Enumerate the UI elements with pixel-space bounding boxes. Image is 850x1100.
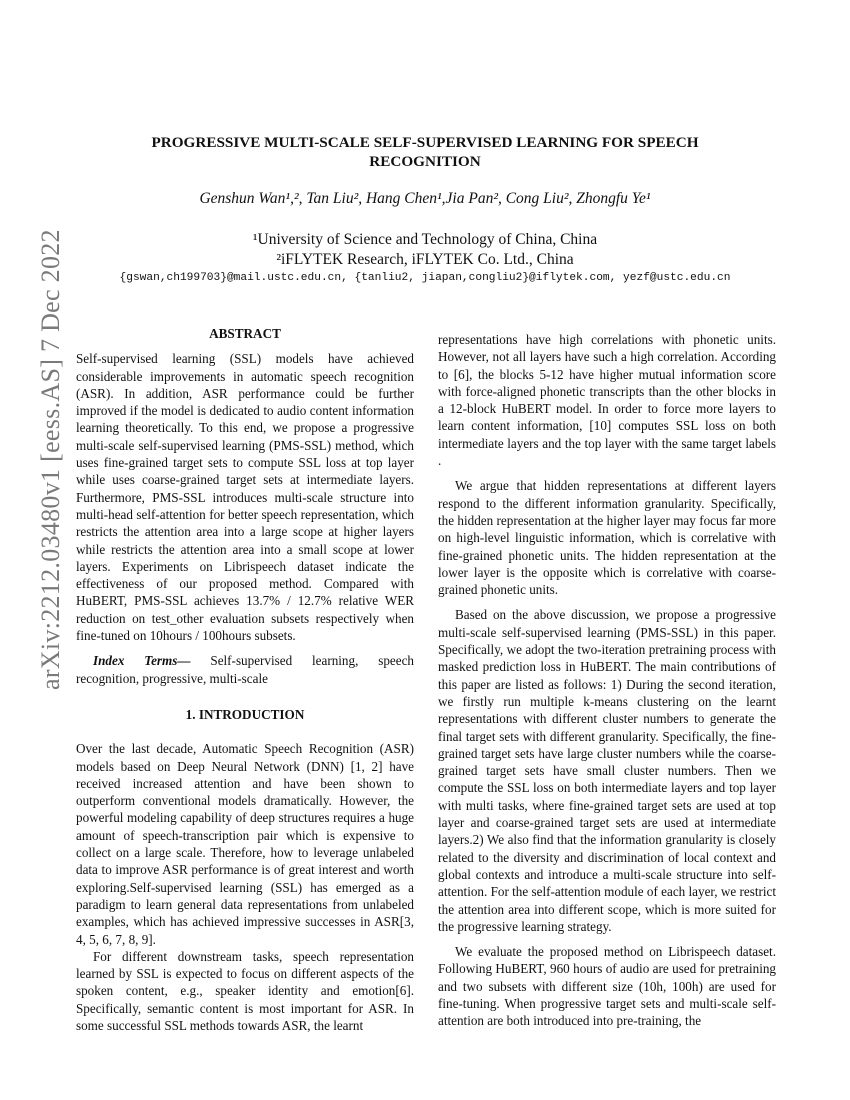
right-paragraph-1: representations have high correlations with phonetic units. However, not all layers have such a high correlation. According to [6], the blocks 5-12 have higher mutual information score with force-aligned phonetic transcripts than the other blocks in a 12-block HuBERT model. In order to force more layers to learn content information, [10] computes SSL loss on both intermediate layers and the top layer with the same target labels . (438, 332, 776, 469)
right-column (438, 331, 776, 1030)
right-paragraph-2: We argue that hidden representations at different layers respond to the different information granularity. Specifically, the hidden representation at the higher layer may focus far more on high-level linguistic information, which is correlative with fine-grained phonetic units. The hidden representation at the lower layer is the opposite which is correlative with coarse-grained phonetic units. (438, 478, 776, 598)
paper-title: PROGRESSIVE MULTI-SCALE SELF-SUPERVISED LEARNING FOR SPEECH RECOGNITION (151, 134, 699, 170)
affiliation-1: ¹University of Science and Technology of China, China (252, 231, 598, 248)
intro-paragraph-2: For different downstream tasks, speech representation learned by SSL is expected to focus on different aspects of the spoken content, e.g., speaker identity and emotion[6]. Specifically, semantic content is most important for ASR. In some successful SSL methods towards ASR, the learnt (76, 948, 414, 1033)
index-terms-text: Self-supervised learning, speech recognition, progressive, multi-scale (76, 653, 414, 686)
affiliations (100, 230, 750, 270)
abstract-heading: ABSTRACT (209, 326, 281, 341)
index-terms (76, 652, 414, 687)
introduction-heading: 1. INTRODUCTION (185, 706, 305, 722)
index-terms-label: Index Terms— (93, 653, 191, 669)
intro-paragraph-1: Over the last decade, Automatic Speech Recognition (ASR) models based on Deep Neural Network (DNN) [1, 2] have received increased attention and have been shown to outperform conventional models dramatically. However, the powerful modeling capability of deep structures requires a huge amount of speech-transcription pair which is expensive to collect on a large scale. Therefore, how to leverage unlabeled data to improve ASR performance is of great interest and worth exploring.Self-supervised learning (SSL) has emerged as a paradigm to learn general data representations from unlabeled examples, which has achieved impressive successes in ASR[3, 4, 5, 6, 7, 8, 9]. (76, 741, 414, 947)
author-emails: {gswan,ch199703}@mail.ustc.edu.cn, {tanliu2, jiapan,congliu2}@iflytek.com, yezf@ustc.edu.cn (119, 272, 731, 284)
abstract-text: Self-supervised learning (SSL) models have achieved considerable improvements in automatic speech recognition (ASR). In addition, ASR performance could be further improved if the model is dedicated to audio content information learning theoretically. To this end, we propose a progressive multi-scale self-supervised learning (PMS-SSL) method, which uses fine-grained target sets to compute SSL loss at top layer while uses coarse-grained target sets at intermediate layers. Furthermore, PMS-SSL introduces multi-scale structure into multi-head self-attention for better speech representation, which restricts the attention area into a large scope at higher layers while restricts the attention area into a small scope at lower layers. Experiments on Librispeech dataset indicate the effectiveness of our proposed method. Compared with HuBERT, PMS-SSL achieves 13.7% / 12.7% relative WER reduction on test_other evaluation subsets respectively when fine-tuned on 10hours / 100hours subsets. (76, 351, 414, 644)
left-column (76, 325, 414, 1034)
affiliation-2: ²iFLYTEK Research, iFLYTEK Co. Ltd., China (276, 251, 574, 268)
arxiv-identifier-stamp: arXiv:2212.03480v1 [eess.AS] 7 Dec 2022 (36, 229, 65, 690)
author-list: Genshun Wan¹,², Tan Liu², Hang Chen¹,Jia Pan², Cong Liu², Zhongfu Ye¹ (199, 190, 651, 207)
right-paragraph-4: We evaluate the proposed method on Librispeech dataset. Following HuBERT, 960 hours of audio are used for pretraining and two subsets with different size (10h, 100h) are used for fine-tuning. When progressive target sets and multi-scale self-attention are both introduced into pre-training, the (438, 944, 776, 1029)
right-paragraph-3: Based on the above discussion, we propose a progressive multi-scale self-supervised learning (PMS-SSL) in this paper. Specifically, we adopt the two-iteration pretraining process with masked prediction loss in HuBERT. The main contributions of this paper are listed as follows: 1) During the second iteration, we firstly run multiple k-means clustering on the learnt representations with different cluster numbers to generate the final target sets with different granularity. Specifically, the fine-grained target sets have large cluster numbers while the coarse-grained target sets have small cluster numbers. Then we compute the SSL loss on both intermediate layers and top layer with multi tasks, where fine-grained target sets are used at top layer and coarse-grained target sets are used at intermediate layers.2) We also find that the information granularity is closely related to the diversity and discrimination of local context and global contexts and introduce a multi-scale structure into self-attention. For the self-attention module of each layer, we restrict the attention area into different scope, which is more suited for the progressive learning strategy. (438, 607, 776, 934)
